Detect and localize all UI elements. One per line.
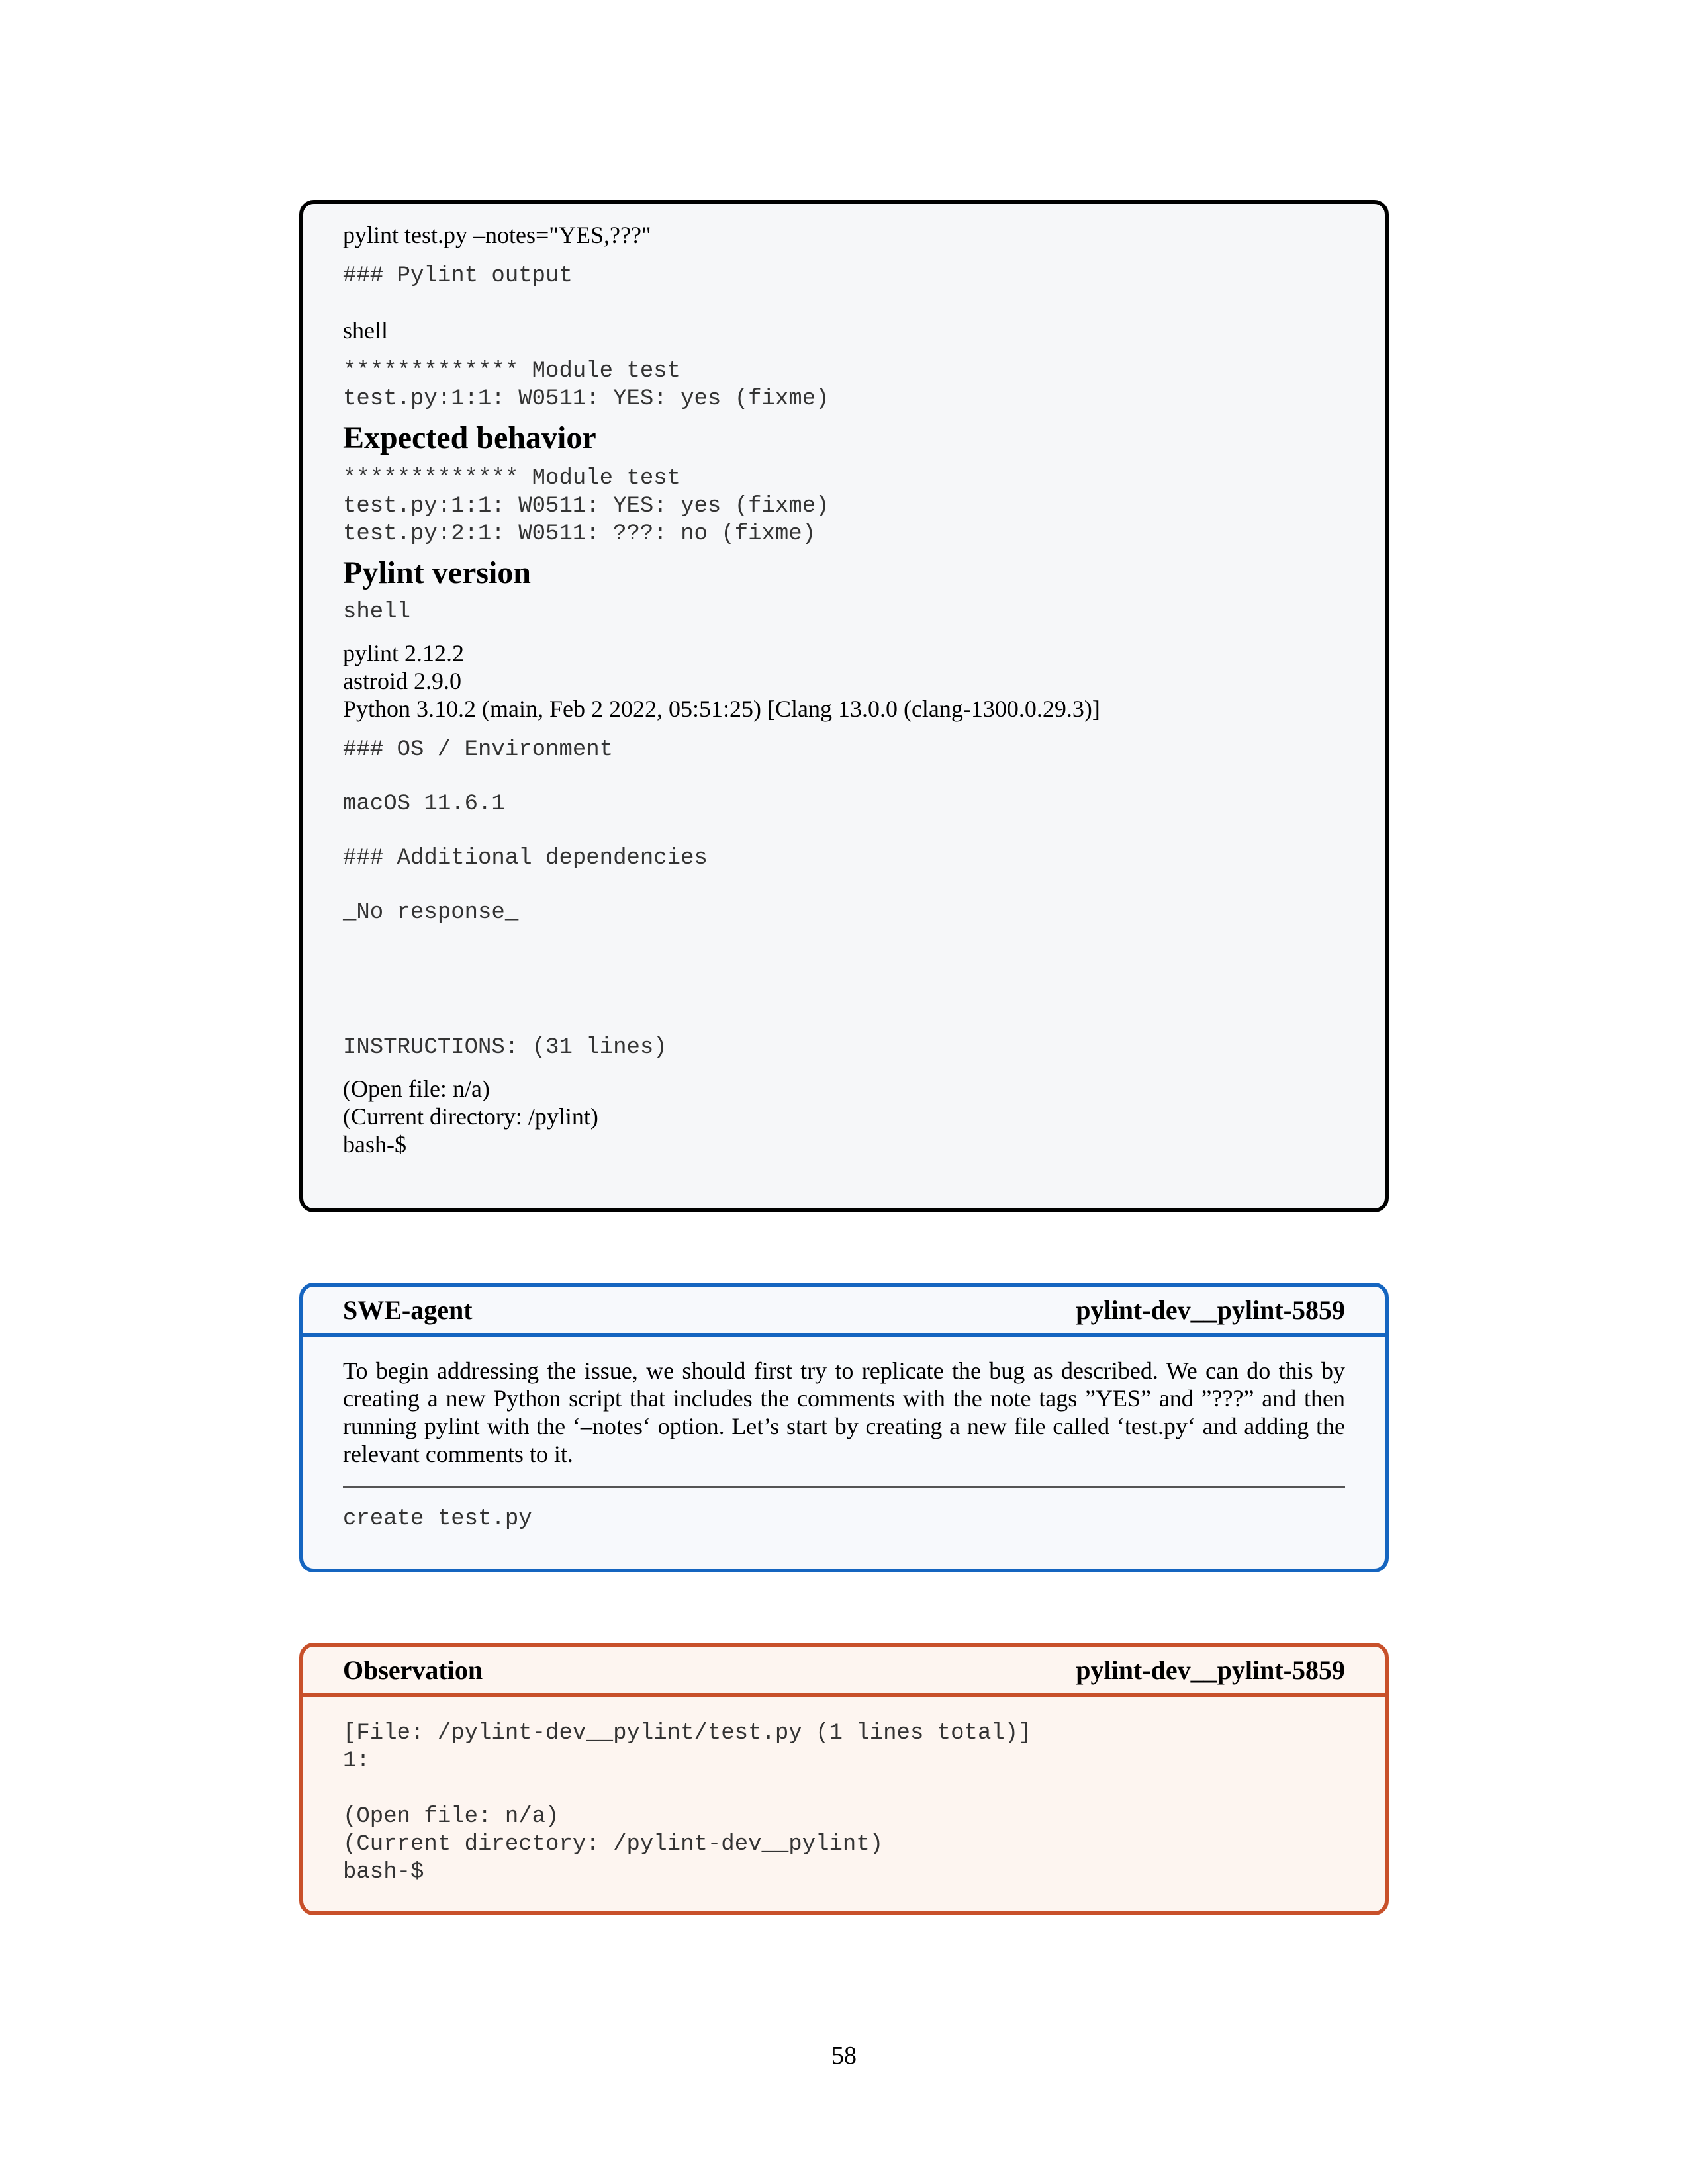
page-number: 58 xyxy=(831,2042,857,2070)
agent-box xyxy=(299,1283,1389,1572)
observation-box-header xyxy=(303,1647,1385,1697)
agent-thought: To begin addressing the issue, we should first try to replicate the bug as described. We can do this by creating a new Python script that includes the comments with the note tags ”YES” and ”???” and then running pylint with the ‘–notes‘ option. Let’s start by creating a new file called ‘test.py‘ and adding the relevant comments to it. xyxy=(343,1357,1345,1467)
output-line: ************* Module test xyxy=(343,359,681,384)
output-line: test.py:1:1: W0511: YES: yes (fixme) xyxy=(343,387,829,412)
pylint-output-heading: ### Pylint output xyxy=(343,263,573,289)
agent-box-header xyxy=(303,1287,1385,1337)
pylint-version-heading: Pylint version xyxy=(343,555,531,590)
version-line: Python 3.10.2 (main, Feb 2 2022, 05:51:25) [Clang 13.0.0 (clang-1300.0.29.3)] xyxy=(343,696,1100,722)
observation-line: bash-$ xyxy=(343,1860,424,1885)
observation-line xyxy=(343,1775,1345,1803)
command-line: pylint test.py –notes="YES,???" xyxy=(343,222,651,248)
observation-title: Observation xyxy=(343,1655,483,1685)
instructions-line: INSTRUCTIONS: (31 lines) xyxy=(343,1035,667,1060)
expected-line: ************* Module test xyxy=(343,466,681,491)
status-line: bash-$ xyxy=(343,1131,406,1158)
user-prompt-box xyxy=(299,200,1389,1212)
status-line: (Current directory: /pylint) xyxy=(343,1103,598,1130)
observation-box-body xyxy=(303,1697,1385,1886)
shell-label: shell xyxy=(343,317,388,343)
expected-line: test.py:1:1: W0511: YES: yes (fixme) xyxy=(343,494,829,519)
observation-box xyxy=(299,1643,1389,1915)
version-line: pylint 2.12.2 xyxy=(343,640,465,666)
status-line: (Open file: n/a) xyxy=(343,1075,490,1102)
observation-line: 1: xyxy=(343,1749,370,1774)
shell-label: shell xyxy=(343,600,411,625)
observation-line: (Open file: n/a) xyxy=(343,1804,559,1829)
expected-behavior-heading: Expected behavior xyxy=(343,420,596,455)
agent-instance-id: pylint-dev__pylint-5859 xyxy=(1076,1295,1345,1325)
deps-heading: ### Additional dependencies xyxy=(343,846,708,871)
expected-line: test.py:2:1: W0511: ???: no (fixme) xyxy=(343,522,816,547)
deps-value: _No response_ xyxy=(343,900,519,925)
os-value: macOS 11.6.1 xyxy=(343,792,505,817)
observation-instance-id: pylint-dev__pylint-5859 xyxy=(1076,1655,1345,1685)
observation-line: [File: /pylint-dev__pylint/test.py (1 lines total)] xyxy=(343,1721,1032,1746)
version-line: astroid 2.9.0 xyxy=(343,668,461,694)
observation-line: (Current directory: /pylint-dev__pylint) xyxy=(343,1832,884,1857)
agent-title: SWE-agent xyxy=(343,1295,473,1325)
os-heading: ### OS / Environment xyxy=(343,737,614,762)
agent-action: create test.py xyxy=(343,1506,532,1531)
divider xyxy=(343,1486,1345,1488)
agent-box-body xyxy=(303,1337,1385,1533)
